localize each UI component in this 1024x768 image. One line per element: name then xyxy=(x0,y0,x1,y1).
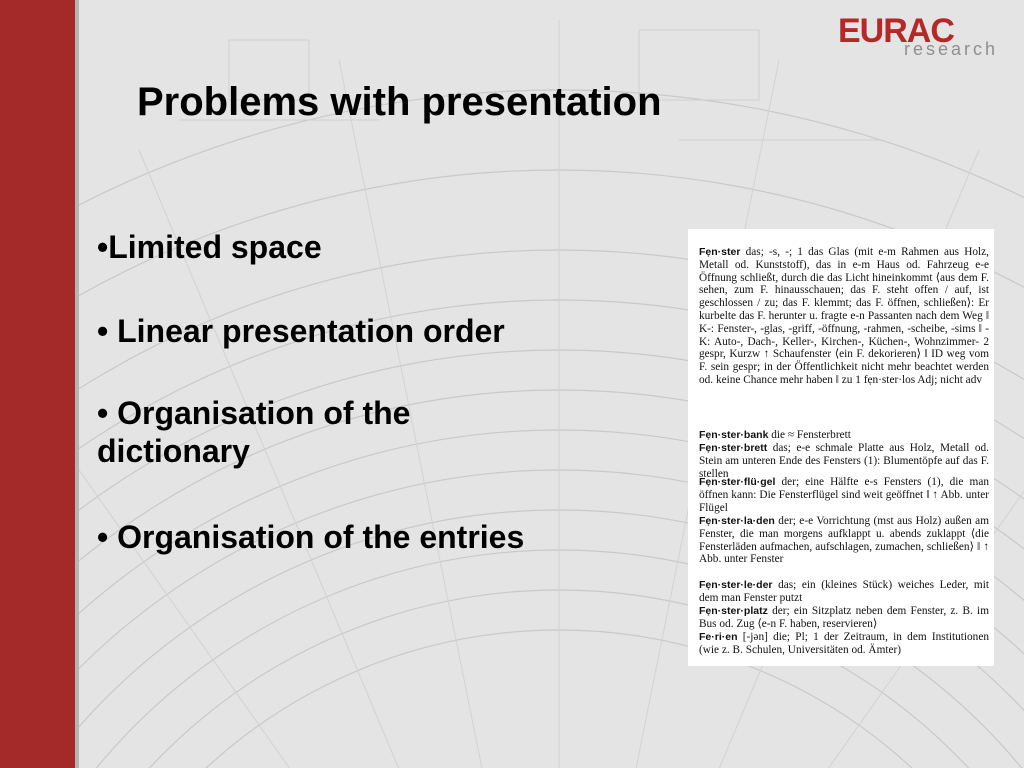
entry-text: die ≈ Fensterbrett xyxy=(768,429,851,441)
dictionary-entry xyxy=(699,442,989,480)
bullet-item: • Linear presentation order xyxy=(97,313,505,349)
bullet-item: •Limited space xyxy=(97,229,322,265)
entry-headword: Fẹn·ster xyxy=(699,246,741,258)
dictionary-entry xyxy=(699,605,989,631)
entry-headword: Fe·ri·en xyxy=(699,631,738,643)
entry-headword: Fẹn·ster·la·den xyxy=(699,515,775,527)
eurac-logo xyxy=(838,12,1008,62)
dictionary-entry xyxy=(699,246,989,387)
entry-text: der; e-e Vorrichtung (mst aus Holz) außen am Fenster, die man morgens aufklappt u. abends zuklappt ⟨die Fensterläden aufmachen, aufschlagen, zumachen, schließen⟩ ‖ ↑ Abb. unter Fenster xyxy=(699,515,989,566)
entry-text: [-jən] die; Pl; 1 der Zeitraum, in dem Institutionen (wie z. B. Schulen, Universitäten od. Ämter) xyxy=(699,631,989,656)
bullet-item: • Organisation of the entries xyxy=(97,519,525,555)
dictionary-excerpt-image xyxy=(688,229,994,666)
dictionary-entry xyxy=(699,631,989,657)
dictionary-entry xyxy=(699,476,989,514)
entry-headword: Fẹn·ster·bank xyxy=(699,429,769,441)
dictionary-entry xyxy=(699,429,989,442)
entry-headword: Fẹn·ster·le·der xyxy=(699,579,773,591)
logo-wordmark: EURAC xyxy=(838,12,954,50)
bullet-item: • Organisation of the dictionary xyxy=(97,395,411,469)
logo-subtitle: research xyxy=(904,39,999,59)
entry-text: das; e-e schmale Platte aus Holz, Metall od. Stein am unteren Ende des Fensters (1): Blumentöpfe auf das F. stellen xyxy=(699,442,989,480)
dictionary-entry xyxy=(699,515,989,566)
entry-text: das; -s, -; 1 das Glas (mit e-m Rahmen aus Holz, Metall od. Kunststoff), das in e-m Haus od. Fahrzeug e-e Öffnung schließt, durch die das Licht hineinkommt ⟨aus dem F. sehen, zum F. hinausschauen; das F. steht offen / auf, ist geschlossen / zu; das F. klemmt; das F. öffnen, schließen⟩: Er kurbelte das F. herunter u. fragte e-n Passanten nach dem Weg ‖ K-: Fenster-, -glas, -griff, -öffnung, -rahmen, -scheibe, -sims ‖ -K: Auto-, Dach-, Keller-, Kirchen-, Küchen-, Wohnzimmer- 2 gespr, Kurzw ↑ Schaufenster ⟨ein F. dekorieren⟩ ‖ ID weg vom F. sein gespr; in der Öffentlichkeit nicht mehr beachtet werden od. keine Chance mehr haben ‖ zu 1 fẹn·ster·los Adj; nicht adv xyxy=(699,246,989,386)
entry-text: das; ein (kleines Stück) weiches Leder, mit dem man Fenster putzt xyxy=(699,579,989,604)
entry-text: der; ein Sitzplatz neben dem Fenster, z. B. im Bus od. Zug ⟨e-n F. haben, reservieren⟩ xyxy=(699,605,989,630)
entry-headword: Fẹn·ster·platz xyxy=(699,605,768,617)
entry-headword: Fẹn·ster·brett xyxy=(699,442,768,454)
left-accent-bar xyxy=(0,0,75,768)
entry-text: der; eine Hälfte e-s Fensters (1), die man öffnen kann: Die Fensterflügel sind weit geöffnet ‖ ↑ Abb. unter Flügel xyxy=(699,476,989,514)
entry-headword: Fẹn·ster·flü·gel xyxy=(699,476,776,488)
slide-title: Problems with presentation xyxy=(137,80,662,124)
dictionary-entry xyxy=(699,579,989,605)
